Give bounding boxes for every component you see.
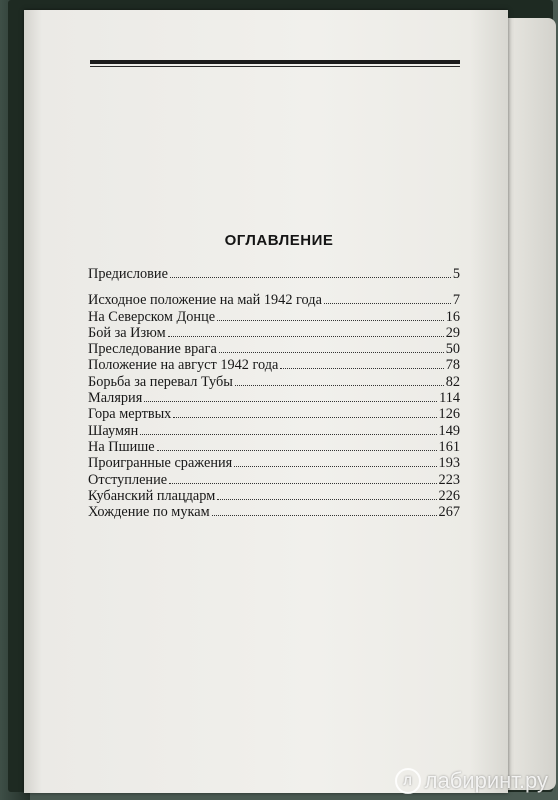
toc-entry-page: 16 <box>445 308 460 325</box>
toc-entry <box>88 357 460 373</box>
toc-entry <box>88 439 460 455</box>
toc-leader-dots <box>170 276 451 278</box>
header-rule-thin <box>90 66 460 67</box>
toc-entry-title: Борьба за перевал Тубы <box>88 373 233 390</box>
toc-list <box>88 266 460 520</box>
toc-leader-dots <box>234 465 436 467</box>
toc-entry <box>88 472 460 488</box>
toc-leader-dots <box>157 449 437 451</box>
toc-entry-page: 78 <box>445 357 460 374</box>
toc-entry-title: Исходное положение на май 1942 года <box>88 292 322 309</box>
toc-entry-title: Проигранные сражения <box>88 455 233 472</box>
toc-entry <box>88 455 460 471</box>
toc-leader-dots <box>217 498 436 500</box>
toc-leader-dots <box>219 351 444 353</box>
toc-entry-page: 114 <box>439 390 460 407</box>
toc-entry <box>88 423 460 439</box>
watermark <box>395 768 548 794</box>
toc-entry-title: На Северском Донце <box>88 308 216 325</box>
toc-entry-page: 126 <box>438 406 460 423</box>
toc-entry <box>88 406 460 422</box>
toc-leader-dots <box>140 433 436 435</box>
toc-entry-title: Хождение по мукам <box>88 504 210 521</box>
toc-leader-dots <box>212 514 437 516</box>
toc-entry-title: Преследование врага <box>88 341 217 358</box>
toc-entry-page: 226 <box>438 487 460 504</box>
toc-entry-page: 161 <box>438 438 460 455</box>
toc-leader-dots <box>144 400 437 402</box>
header-rule <box>90 60 460 64</box>
toc-entry-title: Положение на август 1942 года <box>88 357 279 374</box>
toc-entry-title: Предисловие <box>88 266 168 282</box>
labyrinth-logo-icon: Л <box>395 768 421 794</box>
toc-entry <box>88 325 460 341</box>
toc-leader-dots <box>324 302 451 304</box>
toc-entry-page: 82 <box>445 373 460 390</box>
toc-entry-page: 50 <box>445 341 460 358</box>
toc-leader-dots <box>280 367 443 369</box>
toc-leader-dots <box>235 384 444 386</box>
toc-entry-title: Малярия <box>88 390 143 407</box>
toc-entry <box>88 504 460 520</box>
toc-entry-title: Гора мертвых <box>88 406 172 423</box>
toc-entry <box>88 341 460 357</box>
toc-leader-dots <box>168 335 444 337</box>
toc-entry-page: 149 <box>438 422 460 439</box>
toc-entry-page: 267 <box>438 504 460 521</box>
toc-entry-page: 7 <box>452 292 460 309</box>
toc-entry <box>88 374 460 390</box>
toc-entry <box>88 309 460 325</box>
toc-entry-page: 5 <box>452 266 460 282</box>
toc-entry-title: Шаумян <box>88 422 139 439</box>
toc-entry-page: 29 <box>445 324 460 341</box>
toc-entry <box>88 390 460 406</box>
toc-entry-page: 193 <box>438 455 460 472</box>
toc-entry-title: Отступление <box>88 471 168 488</box>
toc-leader-dots <box>217 319 444 321</box>
toc-entry-title: Кубанский плацдарм <box>88 487 216 504</box>
toc-leader-dots <box>169 482 436 484</box>
toc-leader-dots <box>173 416 436 418</box>
toc-entry <box>88 292 460 308</box>
toc-entry <box>88 488 460 504</box>
toc-entry-title: Бой за Изюм <box>88 324 166 341</box>
watermark-text: лабиринт.ру <box>424 768 548 793</box>
toc-entry <box>88 266 460 282</box>
toc-entry-title: На Пшише <box>88 438 155 455</box>
toc-heading: ОГЛАВЛЕНИЕ <box>224 232 334 249</box>
toc-entry-page: 223 <box>438 471 460 488</box>
